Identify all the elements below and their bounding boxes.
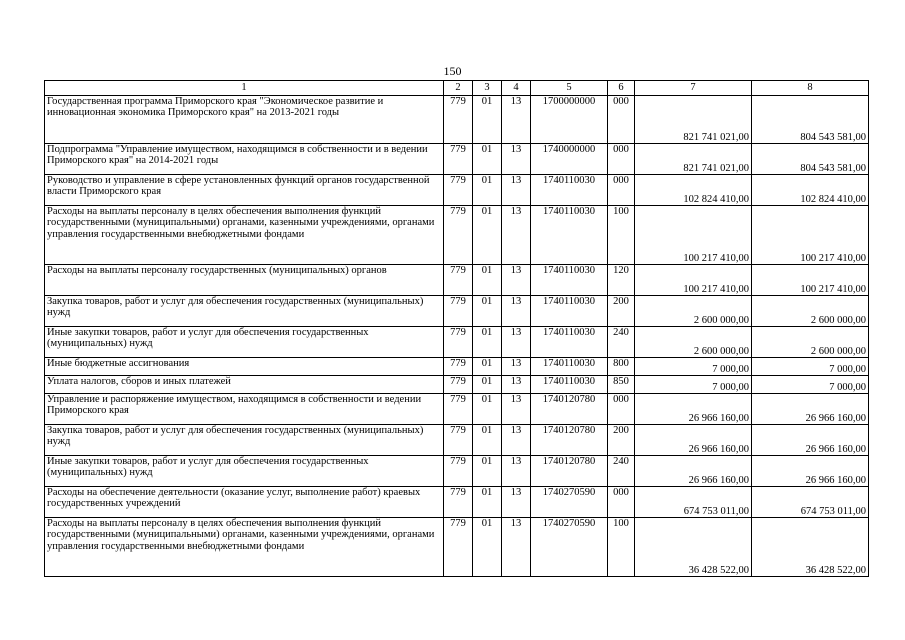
column-header: 5 [531, 81, 608, 96]
row-name-cell: Закупка товаров, работ и услуг для обеспечения государственных (муниципальных) нужд [45, 296, 444, 327]
amount-cell-c8: 102 824 410,00 [752, 175, 869, 206]
amount-cell-c7: 26 966 160,00 [635, 394, 752, 425]
code-cell-c3: 01 [473, 265, 502, 296]
code-cell-c5: 1700000000 [531, 96, 608, 144]
code-cell-c2: 779 [444, 206, 473, 265]
code-cell-c2: 779 [444, 394, 473, 425]
row-name-cell: Расходы на выплаты персоналу в целях обеспечения выполнения функций государственными (муниципальными) органами, казенными учреждениями, органами управления государственными внебюджетными фондами [45, 518, 444, 577]
code-cell-c3: 01 [473, 394, 502, 425]
row-name-cell: Иные закупки товаров, работ и услуг для обеспечения государственных (муниципальных) нужд [45, 327, 444, 358]
row-name-cell: Подпрограмма "Управление имуществом, находящимся в собственности и в ведении Приморского края" на 2014-2021 годы [45, 144, 444, 175]
code-cell-c3: 01 [473, 175, 502, 206]
row-name-cell: Управление и распоряжение имуществом, находящимся в собственности и ведении Приморского края [45, 394, 444, 425]
amount-cell-c7: 7 000,00 [635, 358, 752, 376]
table-row [45, 144, 869, 175]
code-cell-c4: 13 [502, 358, 531, 376]
amount-cell-c7: 821 741 021,00 [635, 144, 752, 175]
code-cell-c5: 1740110030 [531, 376, 608, 394]
code-cell-c6: 240 [608, 456, 635, 487]
page-number: 150 [443, 64, 462, 78]
table-row [45, 296, 869, 327]
amount-cell-c7: 7 000,00 [635, 376, 752, 394]
code-cell-c6: 240 [608, 327, 635, 358]
code-cell-c4: 13 [502, 296, 531, 327]
amount-cell-c8: 100 217 410,00 [752, 206, 869, 265]
code-cell-c6: 000 [608, 175, 635, 206]
amount-cell-c7: 100 217 410,00 [635, 206, 752, 265]
code-cell-c6: 000 [608, 487, 635, 518]
code-cell-c3: 01 [473, 296, 502, 327]
code-cell-c4: 13 [502, 96, 531, 144]
amount-cell-c7: 26 966 160,00 [635, 425, 752, 456]
amount-cell-c8: 36 428 522,00 [752, 518, 869, 577]
amount-cell-c8: 674 753 011,00 [752, 487, 869, 518]
budget-table [44, 80, 869, 577]
code-cell-c2: 779 [444, 518, 473, 577]
code-cell-c6: 850 [608, 376, 635, 394]
amount-cell-c8: 804 543 581,00 [752, 96, 869, 144]
row-name-cell: Иные закупки товаров, работ и услуг для обеспечения государственных (муниципальных) нужд [45, 456, 444, 487]
table-row [45, 327, 869, 358]
column-header: 2 [444, 81, 473, 96]
code-cell-c4: 13 [502, 487, 531, 518]
code-cell-c3: 01 [473, 96, 502, 144]
code-cell-c2: 779 [444, 327, 473, 358]
code-cell-c3: 01 [473, 518, 502, 577]
code-cell-c5: 1740270590 [531, 487, 608, 518]
table-row [45, 96, 869, 144]
amount-cell-c8: 7 000,00 [752, 376, 869, 394]
table-row [45, 425, 869, 456]
code-cell-c3: 01 [473, 376, 502, 394]
table-row [45, 456, 869, 487]
row-name-cell: Уплата налогов, сборов и иных платежей [45, 376, 444, 394]
column-header: 8 [752, 81, 869, 96]
row-name-cell: Расходы на выплаты персоналу государственных (муниципальных) органов [45, 265, 444, 296]
code-cell-c5: 1740110030 [531, 327, 608, 358]
table-row [45, 358, 869, 376]
amount-cell-c7: 821 741 021,00 [635, 96, 752, 144]
amount-cell-c8: 804 543 581,00 [752, 144, 869, 175]
code-cell-c4: 13 [502, 265, 531, 296]
row-name-cell: Иные бюджетные ассигнования [45, 358, 444, 376]
code-cell-c4: 13 [502, 144, 531, 175]
amount-cell-c7: 2 600 000,00 [635, 327, 752, 358]
column-header: 1 [45, 81, 444, 96]
amount-cell-c7: 26 966 160,00 [635, 456, 752, 487]
table-body [45, 81, 869, 577]
code-cell-c5: 1740000000 [531, 144, 608, 175]
table-row [45, 518, 869, 577]
code-cell-c4: 13 [502, 456, 531, 487]
code-cell-c4: 13 [502, 394, 531, 425]
code-cell-c6: 200 [608, 296, 635, 327]
code-cell-c6: 000 [608, 144, 635, 175]
code-cell-c3: 01 [473, 487, 502, 518]
code-cell-c2: 779 [444, 358, 473, 376]
code-cell-c3: 01 [473, 456, 502, 487]
code-cell-c3: 01 [473, 425, 502, 456]
code-cell-c4: 13 [502, 518, 531, 577]
code-cell-c2: 779 [444, 376, 473, 394]
code-cell-c3: 01 [473, 206, 502, 265]
table-row [45, 206, 869, 265]
amount-cell-c8: 26 966 160,00 [752, 425, 869, 456]
code-cell-c3: 01 [473, 144, 502, 175]
code-cell-c6: 200 [608, 425, 635, 456]
amount-cell-c7: 102 824 410,00 [635, 175, 752, 206]
code-cell-c6: 100 [608, 206, 635, 265]
code-cell-c5: 1740110030 [531, 358, 608, 376]
code-cell-c5: 1740110030 [531, 265, 608, 296]
code-cell-c4: 13 [502, 425, 531, 456]
row-name-cell: Закупка товаров, работ и услуг для обеспечения государственных (муниципальных) нужд [45, 425, 444, 456]
row-name-cell: Государственная программа Приморского края "Экономическое развитие и инновационная экономика Приморского края" на 2013-2021 годы [45, 96, 444, 144]
code-cell-c3: 01 [473, 327, 502, 358]
code-cell-c3: 01 [473, 358, 502, 376]
code-cell-c2: 779 [444, 487, 473, 518]
code-cell-c4: 13 [502, 175, 531, 206]
amount-cell-c8: 2 600 000,00 [752, 327, 869, 358]
amount-cell-c8: 100 217 410,00 [752, 265, 869, 296]
code-cell-c2: 779 [444, 296, 473, 327]
code-cell-c6: 000 [608, 96, 635, 144]
code-cell-c5: 1740110030 [531, 206, 608, 265]
amount-cell-c7: 100 217 410,00 [635, 265, 752, 296]
header-row [45, 81, 869, 96]
code-cell-c4: 13 [502, 376, 531, 394]
amount-cell-c8: 2 600 000,00 [752, 296, 869, 327]
row-name-cell: Расходы на обеспечение деятельности (оказание услуг, выполнение работ) краевых государственных учреждений [45, 487, 444, 518]
code-cell-c5: 1740120780 [531, 456, 608, 487]
code-cell-c2: 779 [444, 456, 473, 487]
code-cell-c6: 000 [608, 394, 635, 425]
row-name-cell: Расходы на выплаты персоналу в целях обеспечения выполнения функций государственными (муниципальными) органами, казенными учреждениями, органами управления государственными внебюджетными фондами [45, 206, 444, 265]
code-cell-c4: 13 [502, 206, 531, 265]
amount-cell-c8: 7 000,00 [752, 358, 869, 376]
table-row [45, 487, 869, 518]
code-cell-c4: 13 [502, 327, 531, 358]
code-cell-c5: 1740120780 [531, 394, 608, 425]
table-row [45, 265, 869, 296]
amount-cell-c8: 26 966 160,00 [752, 456, 869, 487]
code-cell-c6: 800 [608, 358, 635, 376]
column-header: 6 [608, 81, 635, 96]
table-row [45, 175, 869, 206]
amount-cell-c8: 26 966 160,00 [752, 394, 869, 425]
amount-cell-c7: 2 600 000,00 [635, 296, 752, 327]
code-cell-c6: 120 [608, 265, 635, 296]
amount-cell-c7: 674 753 011,00 [635, 487, 752, 518]
code-cell-c2: 779 [444, 265, 473, 296]
code-cell-c2: 779 [444, 175, 473, 206]
code-cell-c2: 779 [444, 425, 473, 456]
code-cell-c5: 1740270590 [531, 518, 608, 577]
column-header: 4 [502, 81, 531, 96]
code-cell-c2: 779 [444, 96, 473, 144]
code-cell-c5: 1740120780 [531, 425, 608, 456]
table-row [45, 394, 869, 425]
table-row [45, 376, 869, 394]
code-cell-c2: 779 [444, 144, 473, 175]
code-cell-c5: 1740110030 [531, 175, 608, 206]
amount-cell-c7: 36 428 522,00 [635, 518, 752, 577]
column-header: 3 [473, 81, 502, 96]
code-cell-c5: 1740110030 [531, 296, 608, 327]
row-name-cell: Руководство и управление в сфере установленных функций органов государственной власти Приморского края [45, 175, 444, 206]
code-cell-c6: 100 [608, 518, 635, 577]
column-header: 7 [635, 81, 752, 96]
